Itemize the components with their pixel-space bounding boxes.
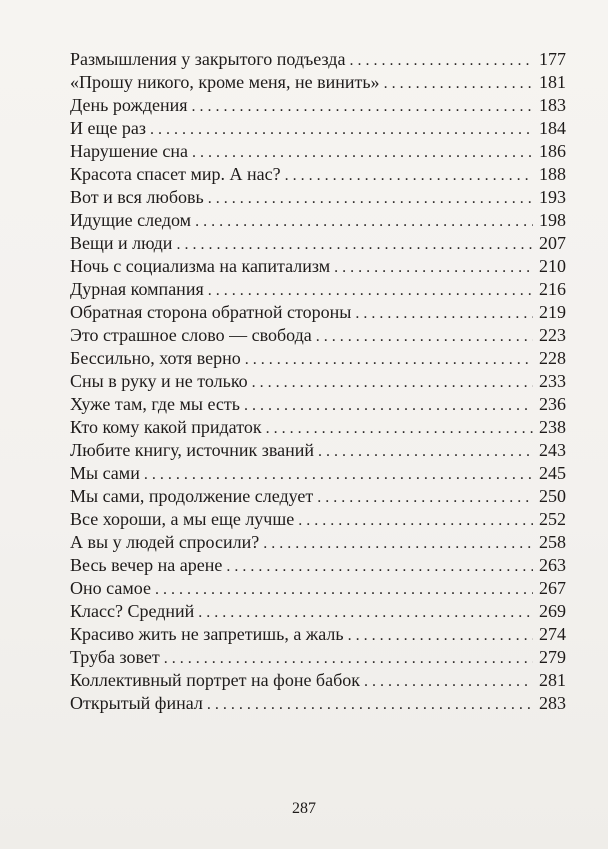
toc-entry xyxy=(70,393,566,416)
dot-leader xyxy=(208,187,533,210)
toc-entry xyxy=(70,554,566,577)
toc-entry xyxy=(70,416,566,439)
toc-entry xyxy=(70,623,566,646)
dot-leader xyxy=(285,164,533,187)
dot-leader xyxy=(334,256,533,279)
toc-entry xyxy=(70,485,566,508)
toc-entry xyxy=(70,94,566,117)
toc-entry-page: 267 xyxy=(539,578,566,598)
toc-entry-page: 186 xyxy=(539,141,566,161)
dot-leader xyxy=(318,440,533,463)
toc-entry-page: 243 xyxy=(539,440,566,460)
toc-entry-page: 207 xyxy=(539,233,566,253)
toc-entry-page: 263 xyxy=(539,555,566,575)
toc-entry-page: 181 xyxy=(539,72,566,92)
dot-leader xyxy=(198,601,533,624)
toc-entry xyxy=(70,669,566,692)
dot-leader xyxy=(208,279,533,302)
toc-entry-title: Ночь с социализма на капитализм xyxy=(70,256,331,276)
toc-entry-title: Красота спасет мир. А нас? xyxy=(70,164,281,184)
toc-entry-page: 216 xyxy=(539,279,566,299)
dot-leader xyxy=(384,72,533,95)
toc-entry xyxy=(70,531,566,554)
toc-entry-page: 274 xyxy=(539,624,566,644)
toc-entry-page: 281 xyxy=(539,670,566,690)
dot-leader xyxy=(317,486,533,509)
dot-leader xyxy=(266,417,533,440)
toc-entry-page: 252 xyxy=(539,509,566,529)
toc-entry-title: Нарушение сна xyxy=(70,141,188,161)
toc-entry-title: Красиво жить не запретишь, а жаль xyxy=(70,624,344,644)
dot-leader xyxy=(349,49,533,72)
toc-entry xyxy=(70,71,566,94)
toc-entry xyxy=(70,140,566,163)
dot-leader xyxy=(176,233,533,256)
toc-entry-page: 210 xyxy=(539,256,566,276)
toc-entry-page: 245 xyxy=(539,463,566,483)
toc-entry-title: Обратная сторона обратной стороны xyxy=(70,302,352,322)
table-of-contents xyxy=(70,48,566,715)
toc-entry-page: 177 xyxy=(539,49,566,69)
dot-leader xyxy=(144,463,533,486)
toc-entry xyxy=(70,347,566,370)
toc-entry xyxy=(70,692,566,715)
toc-entry xyxy=(70,186,566,209)
toc-entry xyxy=(70,163,566,186)
toc-entry xyxy=(70,117,566,140)
toc-entry xyxy=(70,600,566,623)
toc-entry-page: 236 xyxy=(539,394,566,414)
toc-entry xyxy=(70,508,566,531)
toc-entry xyxy=(70,278,566,301)
toc-entry-page: 233 xyxy=(539,371,566,391)
toc-entry-page: 188 xyxy=(539,164,566,184)
dot-leader xyxy=(150,118,533,141)
dot-leader xyxy=(348,624,533,647)
toc-entry-title: Дурная компания xyxy=(70,279,204,299)
toc-entry-title: Мы сами xyxy=(70,463,140,483)
dot-leader xyxy=(207,693,533,716)
dot-leader xyxy=(298,509,533,532)
page-number: 287 xyxy=(292,800,316,817)
toc-entry-page: 250 xyxy=(539,486,566,506)
toc-entry xyxy=(70,462,566,485)
toc-entry xyxy=(70,646,566,669)
toc-entry-page: 184 xyxy=(539,118,566,138)
dot-leader xyxy=(226,555,533,578)
toc-entry-title: Класс? Средний xyxy=(70,601,195,621)
toc-entry-title: Это страшное слово — свобода xyxy=(70,325,312,345)
dot-leader xyxy=(252,371,533,394)
toc-entry-title: День рождения xyxy=(70,95,188,115)
toc-entry-page: 193 xyxy=(539,187,566,207)
toc-entry-title: Бессильно, хотя верно xyxy=(70,348,241,368)
toc-entry-title: Кто кому какой придаток xyxy=(70,417,262,437)
toc-entry-title: Весь вечер на арене xyxy=(70,555,223,575)
toc-entry-title: А вы у людей спросили? xyxy=(70,532,260,552)
dot-leader xyxy=(364,670,533,693)
toc-entry xyxy=(70,255,566,278)
toc-entry-page: 258 xyxy=(539,532,566,552)
toc-entry-title: Сны в руку и не только xyxy=(70,371,248,391)
toc-entry-page: 228 xyxy=(539,348,566,368)
toc-entry-title: Хуже там, где мы есть xyxy=(70,394,240,414)
toc-entry-page: 198 xyxy=(539,210,566,230)
toc-entry xyxy=(70,232,566,255)
toc-entry-title: «Прошу никого, кроме меня, не винить» xyxy=(70,72,380,92)
dot-leader xyxy=(195,210,533,233)
toc-entry-title: Вот и вся любовь xyxy=(70,187,204,207)
toc-entry-title: Труба зовет xyxy=(70,647,160,667)
dot-leader xyxy=(244,394,533,417)
toc-entry-page: 223 xyxy=(539,325,566,345)
dot-leader xyxy=(192,141,533,164)
toc-entry-title: Открытый финал xyxy=(70,693,203,713)
toc-entry-page: 183 xyxy=(539,95,566,115)
dot-leader xyxy=(263,532,533,555)
toc-entry xyxy=(70,324,566,347)
toc-entry-title: Вещи и люди xyxy=(70,233,173,253)
toc-entry xyxy=(70,577,566,600)
toc-entry-title: Размышления у закрытого подъезда xyxy=(70,49,346,69)
toc-entry-page: 269 xyxy=(539,601,566,621)
toc-entry-title: И еще раз xyxy=(70,118,146,138)
toc-entry xyxy=(70,439,566,462)
dot-leader xyxy=(164,647,533,670)
toc-entry-page: 219 xyxy=(539,302,566,322)
dot-leader xyxy=(245,348,533,371)
toc-entry-title: Идущие следом xyxy=(70,210,192,230)
toc-entry xyxy=(70,370,566,393)
toc-entry-page: 279 xyxy=(539,647,566,667)
dot-leader xyxy=(192,95,533,118)
toc-entry xyxy=(70,209,566,232)
toc-entry-title: Любите книгу, источник званий xyxy=(70,440,315,460)
toc-entry-title: Все хороши, а мы еще лучше xyxy=(70,509,295,529)
toc-entry xyxy=(70,48,566,71)
dot-leader xyxy=(355,302,533,325)
toc-entry-title: Коллективный портрет на фоне бабок xyxy=(70,670,360,690)
toc-entry-title: Оно самое xyxy=(70,578,151,598)
dot-leader xyxy=(155,578,533,601)
toc-entry-page: 238 xyxy=(539,417,566,437)
toc-entry-page: 283 xyxy=(539,693,566,713)
toc-entry-title: Мы сами, продолжение следует xyxy=(70,486,314,506)
toc-entry xyxy=(70,301,566,324)
dot-leader xyxy=(316,325,533,348)
